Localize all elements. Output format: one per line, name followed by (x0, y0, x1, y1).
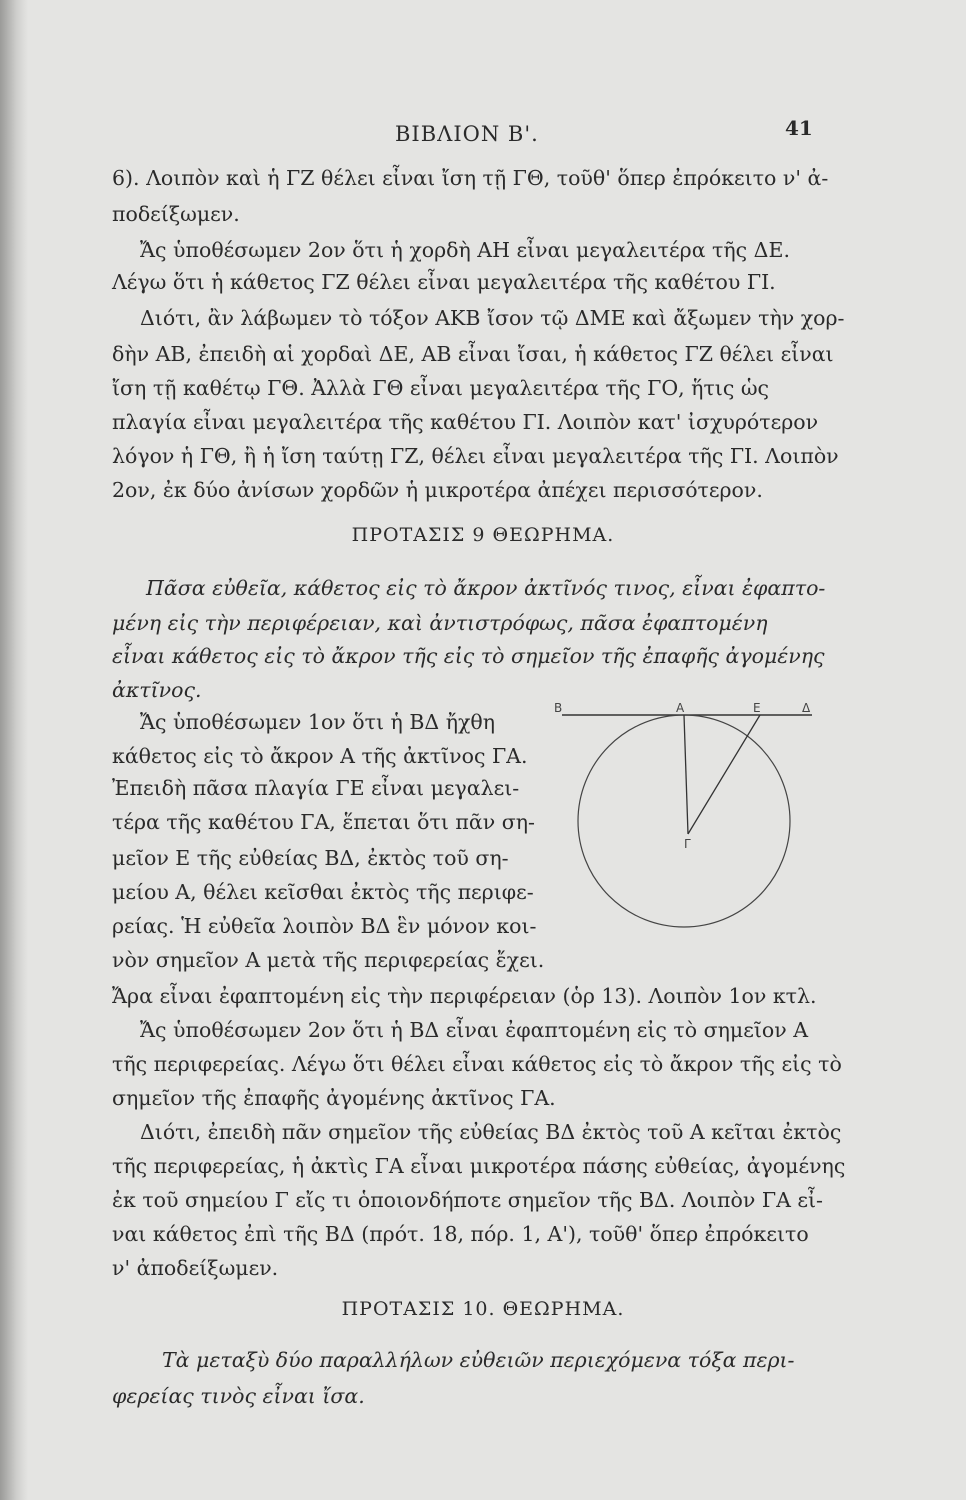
text-line: τέρα τῆς καθέτου ΓΑ, ἕπεται ὅτι πᾶν ση- (112, 810, 535, 834)
figure-label-e: Ε (753, 701, 761, 715)
figure-label-g: Γ (684, 837, 691, 851)
text-line: ναι κάθετος ἐπὶ τῆς ΒΔ (πρότ. 18, πόρ. 1, Α'), τοῦθ' ὅπερ ἐπρόκειτο (112, 1222, 809, 1246)
page-header (0, 116, 966, 152)
text-line: 2ον, ἐκ δύο ἀνίσων χορδῶν ἡ μικροτέρα ἀπέχει περισσότερον. (112, 478, 763, 502)
text-line: 6). Λοιπὸν καὶ ἡ ΓΖ θέλει εἶναι ἴση τῇ ΓΘ, τοῦθ' ὅπερ ἐπρόκειτο ν' ἀ- (112, 166, 829, 190)
text-line: μεῖον Ε τῆς εὐθείας ΒΔ, ἐκτὸς τοῦ ση- (112, 846, 509, 870)
text-line: Ἄρα εἶναι ἐφαπτομένη εἰς τὴν περιφέρειαν (ὁρ 13). Λοιπὸν 1ον κτλ. (112, 984, 817, 1008)
text-line: Ἄς ὑποθέσωμεν 2ον ὅτι ἡ χορδὴ ΑΗ εἶναι μεγαλειτέρα τῆς ΔΕ. (140, 238, 790, 262)
text-line: Ἄς ὑποθέσωμεν 1ον ὅτι ἡ ΒΔ ἤχθη (140, 710, 496, 734)
figure-label-d: Δ (802, 701, 811, 715)
oblique-ge (688, 715, 760, 834)
text-line: ρείας. Ἡ εὐθεῖα λοιπὸν ΒΔ ἓν μόνον κοι- (112, 914, 537, 938)
running-title: ΒΙΒΛΙΟΝ Β'. (395, 122, 539, 146)
section-heading-9: ΠΡΟΤΑΣΙΣ 9 ΘΕΩΡΗΜΑ. (351, 524, 615, 546)
text-line: τῆς περιφερείας, ἡ ἀκτὶς ΓΑ εἶναι μικροτέρα πάσης εὐθείας, ἀγομένης (112, 1154, 846, 1178)
theorem-line: Τὰ μεταξὺ δύο παραλλήλων εὐθειῶν περιεχόμενα τόξα περι- (162, 1348, 795, 1372)
theorem-line: φερείας τινὸς εἶναι ἴσα. (112, 1384, 365, 1408)
text-line: Διότι, ἂν λάβωμεν τὸ τόξον ΑΚΒ ἴσον τῷ ΔΜΕ καὶ ἄξωμεν τὴν χορ- (140, 306, 845, 330)
theorem-line: εἶναι κάθετος εἰς τὸ ἄκρον τῆς εἰς τὸ σημεῖον τῆς ἐπαφῆς ἀγομένης (112, 644, 825, 668)
text-line: Διότι, ἐπειδὴ πᾶν σημεῖον τῆς εὐθείας ΒΔ ἐκτὸς τοῦ Α κεῖται ἐκτὸς (140, 1120, 842, 1144)
text-line: Ἄς ὑποθέσωμεν 2ον ὅτι ἡ ΒΔ εἶναι ἐφαπτομένη εἰς τὸ σημεῖον Α (140, 1018, 809, 1042)
page-binding-shadow (0, 0, 28, 1500)
radius-ga (684, 715, 688, 834)
circle (578, 715, 790, 927)
text-line: ποδείξωμεν. (112, 202, 240, 226)
text-line: κάθετος εἰς τὸ ἄκρον Α τῆς ἀκτῖνος ΓΑ. (112, 744, 528, 768)
text-line: δὴν ΑΒ, ἐπειδὴ αἱ χορδαὶ ΔΕ, ΑΒ εἶναι ἴσαι, ἡ κάθετος ΓΖ θέλει εἶναι (112, 342, 834, 366)
text-line: ἴση τῇ καθέτῳ ΓΘ. Ἀλλὰ ΓΘ εἶναι μεγαλειτέρα τῆς ΓΟ, ἥτις ὡς (112, 376, 770, 400)
text-line: Λέγω ὅτι ἡ κάθετος ΓΖ θέλει εἶναι μεγαλειτέρα τῆς καθέτου ΓΙ. (112, 270, 776, 294)
text-line: Ἐπειδὴ πᾶσα πλαγία ΓΕ εἶναι μεγαλει- (112, 776, 520, 800)
section-heading-10: ΠΡΟΤΑΣΙΣ 10. ΘΕΩΡΗΜΑ. (341, 1298, 625, 1320)
page-number: 41 (785, 116, 813, 140)
text-line: λόγον ἡ ΓΘ, ἢ ἡ ἴση ταύτῃ ΓΖ, θέλει εἶναι μεγαλειτέρα τῆς ΓΙ. Λοιπὸν (112, 444, 839, 468)
text-line: μείου Α, θέλει κεῖσθαι ἐκτὸς τῆς περιφε- (112, 880, 534, 904)
figure-label-a: Α (676, 701, 685, 715)
text-line: σημεῖον τῆς ἐπαφῆς ἀγομένης ἀκτῖνος ΓΑ. (112, 1086, 556, 1110)
text-line: ἐκ τοῦ σημείου Γ εἴς τι ὁποιονδήποτε σημεῖον τῆς ΒΔ. Λοιπὸν ΓΑ εἶ- (112, 1188, 823, 1212)
text-line: ν' ἀποδείξωμεν. (112, 1256, 279, 1280)
text-line: πλαγία εἶναι μεγαλειτέρα τῆς καθέτου ΓΙ. Λοιπὸν κατ' ἰσχυρότερον (112, 410, 819, 434)
tangent-figure (550, 696, 820, 946)
theorem-line: ἀκτῖνος. (112, 678, 202, 702)
text-line: νὸν σημεῖον Α μετὰ τῆς περιφερείας ἔχει. (112, 948, 545, 972)
figure-label-b: Β (554, 701, 563, 715)
theorem-line: Πᾶσα εὐθεῖα, κάθετος εἰς τὸ ἄκρον ἀκτῖνός τινος, εἶναι ἐφαπτο- (146, 576, 826, 600)
text-line: τῆς περιφερείας. Λέγω ὅτι θέλει εἶναι κάθετος εἰς τὸ ἄκρον τῆς εἰς τὸ (112, 1052, 842, 1076)
theorem-line: μένη εἰς τὴν περιφέρειαν, καὶ ἀντιστρόφως, πᾶσα ἐφαπτομένη (112, 611, 768, 635)
